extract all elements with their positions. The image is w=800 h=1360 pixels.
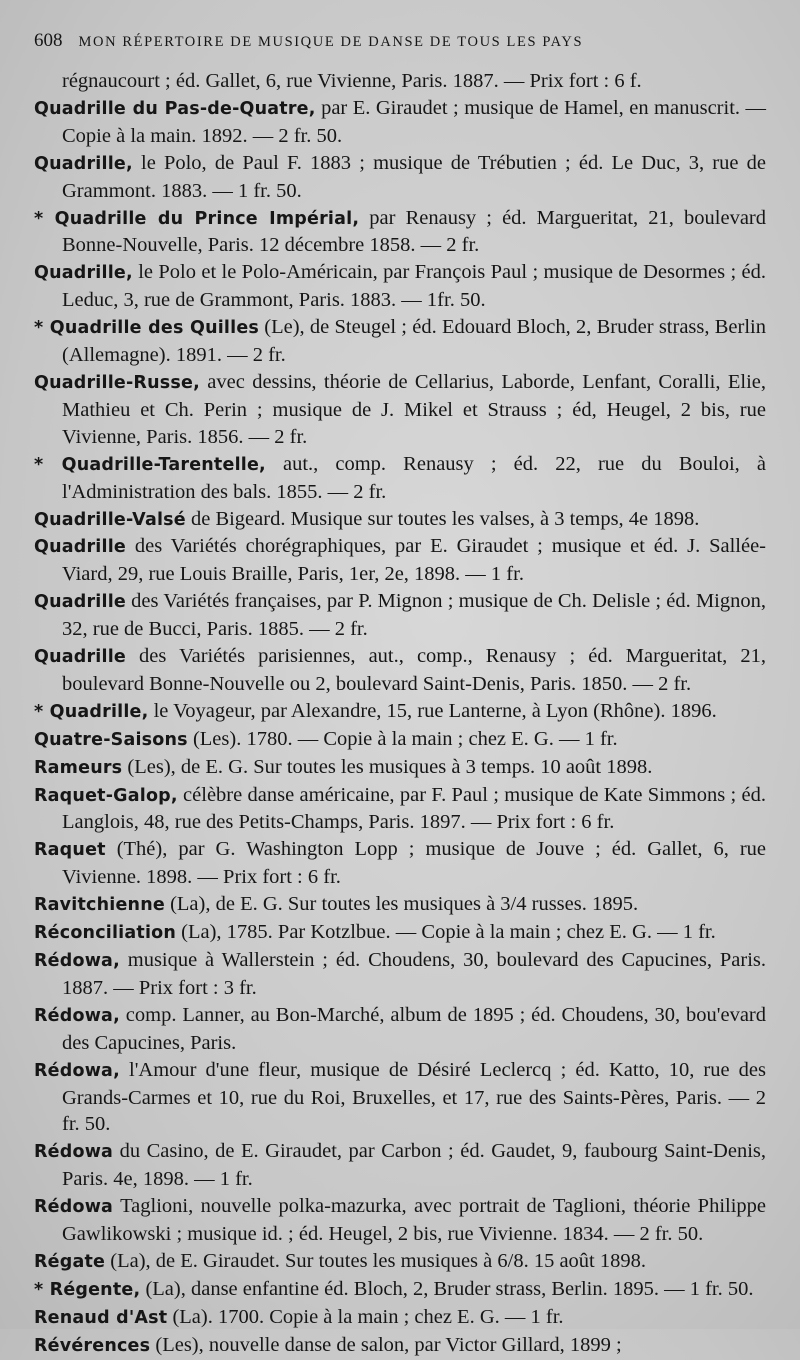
entry: [34, 1332, 766, 1360]
entry: [34, 891, 766, 919]
entry-headword: Renaud d'Ast: [34, 1307, 168, 1328]
entry-text: régnaucourt ; éd. Gallet, 6, rue Vivienne, Paris. 1887. — Prix fort : 6 f.: [62, 70, 642, 92]
entry-text: le Polo, de Paul F. 1883 ; musique de Trébutien ; éd. Le Duc, 3, rue de Grammont. 1883. — 1 fr. 50.: [62, 151, 766, 202]
entry-headword: Ravitchienne: [34, 895, 165, 916]
entry-headword: * Quadrille des Quilles: [34, 318, 260, 339]
entry-text: avec dessins, théorie de Cellarius, Laborde, Lenfant, Coralli, Elie, Mathieu et Ch. Perin ; musique de J. Mikel et Strauss ; éd, Heugel, 2 bis, rue Vivienne, Paris. 1856. — 2 fr.: [62, 370, 766, 448]
entry-text: (La), 1785. Par Kotzlbue. — Copie à la main ; chez E. G. — 1 fr.: [176, 921, 716, 944]
entry-headword: Quadrille,: [34, 263, 133, 284]
entry: [34, 698, 766, 726]
entry-headword: Quadrille,: [34, 153, 133, 174]
running-title: MON RÉPERTOIRE DE MUSIQUE DE DANSE DE TOUS LES PAYS: [78, 34, 584, 50]
entry-text: par Renausy ; éd. Margueritat, 21, boulevard Bonne-Nouvelle, Paris. 12 décembre 1858. — 2 fr.: [62, 206, 766, 257]
entry-headword: Rédowa: [34, 1142, 114, 1163]
entry-headword: * Quadrille,: [34, 701, 149, 722]
entry-text: aut., comp. Renausy ; éd. 22, rue du Bouloi, à l'Administration des bals. 1855. — 2 fr.: [62, 452, 766, 503]
entry: [34, 754, 766, 782]
entry-headword: Quadrille-Valsé: [34, 509, 186, 530]
entry-headword: * Régente,: [34, 1279, 141, 1300]
entry-text: de Bigeard. Musique sur toutes les valses, à 3 temps, 4e 1898.: [185, 507, 700, 530]
entry-headword: Révérences: [34, 1335, 151, 1356]
entry: [34, 1248, 766, 1276]
entry: [34, 1138, 766, 1193]
entry-list: [34, 68, 766, 1360]
entry-text: (Les). 1780. — Copie à la main ; chez E. G. — 1 fr.: [187, 727, 618, 750]
entry-text: célèbre danse américaine, par F. Paul ; musique de Kate Simmons ; éd. Langlois, 48, rue des Petits-Champs, Paris. 1897. — Prix fort : 6 fr.: [62, 783, 766, 834]
entry: [34, 726, 766, 754]
entry-headword: Rédowa,: [34, 951, 120, 971]
entry-text: (Les), nouvelle danse de salon, par Victor Gillard, 1899 ;: [150, 1333, 622, 1356]
entry-text: des Variétés françaises, par P. Mignon ; musique de Ch. Delisle ; éd. Mignon, 32, rue de Bucci, Paris. 1885. — 2 fr.: [62, 590, 766, 641]
entry-text: (Thé), par G. Washington Lopp ; musique de Jouve ; éd. Gallet, 6, rue Vivienne. 1898. — Prix fort : 6 fr.: [62, 838, 766, 889]
entry-headword: Quadrille: [34, 537, 126, 558]
entry-text: musique à Wallerstein ; éd. Choudens, 30, boulevard des Capucines, Paris. 1887. — Prix fort : 3 fr.: [62, 949, 766, 999]
entry-headword: Rédowa: [34, 1197, 114, 1218]
page-number: 608: [34, 30, 63, 51]
entry-headword: * Quadrille du Prince Impérial,: [34, 208, 360, 229]
entry: [34, 95, 766, 150]
entry-text: (La), danse enfantine éd. Bloch, 2, Bruder strass, Berlin. 1895. — 1 fr. 50.: [140, 1277, 754, 1300]
entry-text: par E. Giraudet ; musique de Hamel, en manuscrit. — Copie à la main. 1892. — 2 fr. 50.: [62, 96, 766, 147]
entry-text: comp. Lanner, au Bon-Marché, album de 1895 ; éd. Choudens, 30, bou'evard des Capucines, Paris.: [62, 1003, 766, 1054]
entry-headword: Rédowa,: [34, 1060, 120, 1081]
entry: [34, 919, 766, 947]
entry: [34, 451, 766, 506]
entry-headword: Quatre-Saisons: [34, 729, 188, 750]
entry: [34, 947, 766, 1002]
entry: [34, 588, 766, 643]
entry-headword: Quadrille: [34, 592, 126, 613]
entry-headword: Rameurs: [34, 757, 123, 778]
entry-text: le Voyageur, par Alexandre, 15, rue Lanterne, à Lyon (Rhône). 1896.: [148, 699, 717, 722]
entry: [34, 205, 766, 260]
entry-text: le Polo et le Polo-Américain, par François Paul ; musique de Desormes ; éd. Leduc, 3, rue de Grammont, Paris. 1883. — 1fr. 50.: [62, 261, 766, 312]
entry-text: l'Amour d'une fleur, musique de Désiré Leclercq ; éd. Katto, 10, rue des Grands-Carmes et 10, rue du Roi, Bruxelles, et 17, rue des Saints-Pères, Paris. — 2 fr. 50.: [62, 1058, 766, 1136]
entry: [34, 68, 766, 95]
running-header: [34, 30, 766, 60]
entry: [34, 782, 766, 837]
entry-text: (Les), de E. G. Sur toutes les musiques à 3 temps. 10 août 1898.: [122, 755, 653, 778]
entry-text: des Variétés parisiennes, aut., comp., Renausy ; éd. Margueritat, 21, boulevard Bonne-Nouvelle ou 2, boulevard Saint-Denis, Paris. 1850. — 2 fr.: [62, 645, 766, 695]
entry: [34, 1057, 766, 1139]
entry-text: (Le), de Steugel ; éd. Edouard Bloch, 2, Bruder strass, Berlin (Allemagne). 1891. — 2 fr.: [62, 316, 766, 367]
entry: [34, 1193, 766, 1248]
entry: [34, 1304, 766, 1332]
entry: [34, 1276, 766, 1304]
entry-text: des Variétés chorégraphiques, par E. Giraudet ; musique et éd. J. Sallée-Viard, 29, rue Louis Braille, Paris, 1er, 2e, 1898. — 1 fr.: [62, 535, 766, 586]
entry-text: (La), de E. G. Sur toutes les musiques à 3/4 russes. 1895.: [164, 893, 639, 916]
entry-text: Taglioni, nouvelle polka-mazurka, avec portrait de Taglioni, théorie Philippe Gawlikowski ; musique id. ; éd. Heugel, 2 bis, rue Vivienne. 1834. — 2 fr. 50.: [62, 1195, 766, 1246]
entry-text: (La). 1700. Copie à la main ; chez E. G. — 1 fr.: [167, 1305, 564, 1328]
entry-headword: * Quadrille-Tarentelle,: [34, 454, 266, 475]
entry-text: (La), de E. Giraudet. Sur toutes les musiques à 6/8. 15 août 1898.: [105, 1249, 646, 1272]
entry-headword: Quadrille-Russe,: [34, 372, 200, 393]
entry-headword: Régate: [34, 1251, 106, 1272]
entry-headword: Raquet-Galop,: [34, 785, 178, 806]
entry-headword: Quadrille: [34, 647, 126, 668]
entry-headword: Rédowa,: [34, 1005, 120, 1026]
entry-headword: Raquet: [34, 840, 106, 861]
entry: [34, 1002, 766, 1057]
entry-text: du Casino, de E. Giraudet, par Carbon ; éd. Gaudet, 9, faubourg Saint-Denis, Paris. 4e, 1898. — 1 fr.: [62, 1140, 766, 1191]
entry: [34, 506, 766, 534]
entry: [34, 836, 766, 891]
entry: [34, 314, 766, 369]
entry: [34, 369, 766, 451]
entry-headword: Quadrille du Pas-de-Quatre,: [34, 98, 316, 119]
entry-headword: Réconciliation: [34, 923, 177, 944]
entry: [34, 259, 766, 314]
entry: [34, 643, 766, 698]
entry: [34, 150, 766, 205]
entry: [34, 533, 766, 588]
